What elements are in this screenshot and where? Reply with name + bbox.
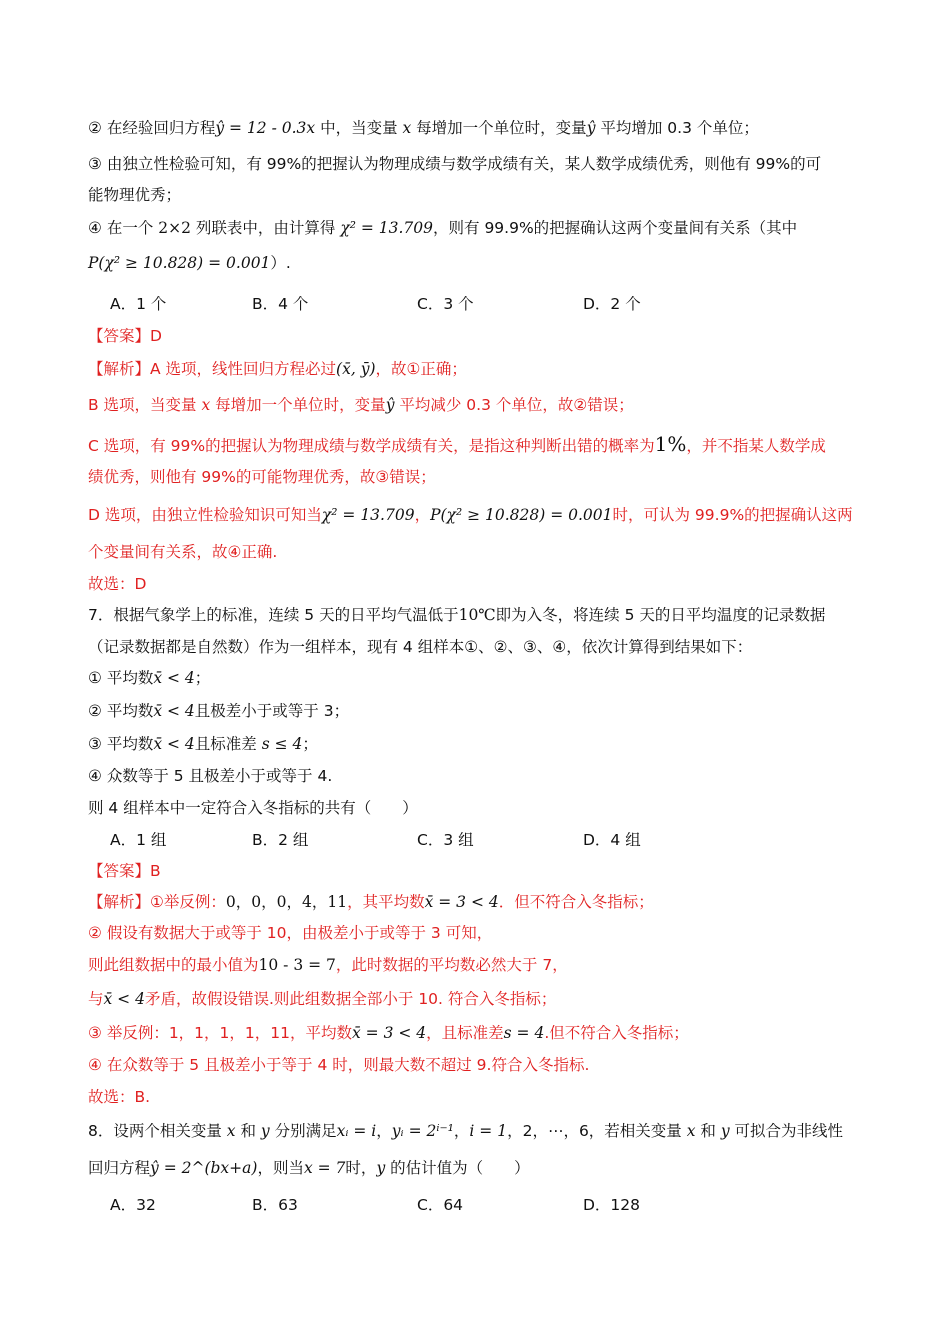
q7-option-c: C．3 组 (417, 831, 474, 849)
q8-option-d: D．128 (583, 1196, 641, 1214)
q6-statement-2: ② 在经验回归方程ŷ = 12 - 0.3x 中，当变量 x 每增加一个单位时，变量ŷ 平均增加 0.3 个单位； (88, 119, 759, 137)
q8-option-c: C．64 (417, 1196, 464, 1214)
regression-equation: ŷ = 12 - 0.3x (215, 119, 316, 137)
q8-stem-line2: 回归方程ŷ = 2^(bx+a)，则当x = 7时，y 的估计值为（ ） (88, 1159, 530, 1177)
q6-explanation-d-line1: D 选项，由独立性检验知识可知当χ² = 13.709，P(χ² ≥ 10.828) = 0.001时，可认为 99.9%的把握确认这两 (88, 506, 853, 524)
q7-condition-3: ③ 平均数x̄ < 4且标准差 s ≤ 4； (88, 735, 318, 753)
q8-option-b: B．63 (252, 1196, 298, 1214)
q6-explanation-a: 【解析】A 选项，线性回归方程必过(x̄, ȳ)，故①正确； (88, 360, 467, 378)
q6-option-c: C．3 个 (417, 295, 474, 313)
q7-condition-2: ② 平均数x̄ < 4且极差小于或等于 3； (88, 702, 350, 720)
q7-option-a: A．1 组 (110, 831, 167, 849)
q8-option-a: A．32 (110, 1196, 156, 1214)
q6-answer: 【答案】D (88, 327, 162, 345)
q7-answer: 【答案】B (88, 862, 161, 880)
q6-statement-4-line2: P(χ² ≥ 10.828) = 0.001）. (88, 254, 291, 272)
q7-option-b: B．2 组 (252, 831, 309, 849)
nonlinear-regression-equation: ŷ = 2^(bx+a) (150, 1159, 258, 1177)
q7-explanation-1: 【解析】①举反例：0，0，0，4，11，其平均数x̄ = 3 < 4．但不符合入冬指标； (88, 893, 654, 911)
q6-option-b: B．4 个 (252, 295, 309, 313)
q7-condition-4: ④ 众数等于 5 且极差小于或等于 4. (88, 767, 333, 785)
q7-option-d: D．4 组 (583, 831, 641, 849)
probability-expression: P(χ² ≥ 10.828) = 0.001 (88, 254, 271, 272)
chi-square-value: χ² = 13.709 (340, 219, 434, 237)
q7-question: 则 4 组样本中一定符合入冬指标的共有（ ） (88, 799, 418, 817)
q8-stem-line1: 8．设两个相关变量 x 和 y 分别满足xᵢ = i，yᵢ = 2ⁱ⁻¹，i = 1，2，⋯，6，若相关变量 x 和 y 可拟合为非线性 (88, 1122, 844, 1140)
q6-explanation-c-line2: 绩优秀，则他有 99%的可能物理优秀，故③错误； (88, 468, 436, 486)
q6-option-a: A．1 个 (110, 295, 167, 313)
q6-explanation-c-line1: C 选项，有 99%的把握认为物理成绩与数学成绩有关，是指这种判断出错的概率为1%，并不指某人数学成 (88, 432, 826, 456)
q7-explanation-4: 与x̄ < 4矛盾，故假设错误.则此组数据全部小于 10. 符合入冬指标； (88, 990, 557, 1008)
q6-statement-3-line2: 能物理优秀； (88, 186, 182, 204)
q6-statement-4-line1: ④ 在一个 2×2 列联表中，由计算得 χ² = 13.709，则有 99.9%的把握确认这两个变量间有关系（其中 (88, 219, 798, 237)
q6-choose: 故选：D (88, 575, 147, 593)
q7-choose: 故选：B. (88, 1088, 151, 1106)
q7-condition-1: ① 平均数x̄ < 4； (88, 669, 211, 687)
q6-option-d: D．2 个 (583, 295, 641, 313)
q7-stem-line2: （记录数据都是自然数）作为一组样本，现有 4 组样本①、②、③、④，依次计算得到结果如下： (88, 638, 753, 656)
q7-explanation-5: ③ 举反例：1，1，1，1，11，平均数x̄ = 3 < 4，且标准差s = 4.但不符合入冬指标； (88, 1024, 689, 1042)
q7-explanation-6: ④ 在众数等于 5 且极差小于等于 4 时，则最大数不超过 9.符合入冬指标. (88, 1056, 590, 1074)
q6-explanation-b: B 选项，当变量 x 每增加一个单位时，变量ŷ 平均减少 0.3 个单位，故②错误； (88, 396, 634, 414)
q6-statement-3-line1: ③ 由独立性检验可知，有 99%的把握认为物理成绩与数学成绩有关，某人数学成绩优秀，则他有 99%的可 (88, 155, 822, 173)
q6-explanation-d-line2: 个变量间有关系，故④正确. (88, 543, 278, 561)
q7-stem-line1: 7．根据气象学上的标准，连续 5 天的日平均气温低于10℃即为入冬，将连续 5 天的日平均温度的记录数据 (88, 606, 826, 624)
q7-explanation-2: ② 假设有数据大于或等于 10，由极差小于或等于 3 可知， (88, 924, 493, 942)
q7-explanation-3: 则此组数据中的最小值为10 - 3 = 7，此时数据的平均数必然大于 7， (88, 956, 568, 974)
